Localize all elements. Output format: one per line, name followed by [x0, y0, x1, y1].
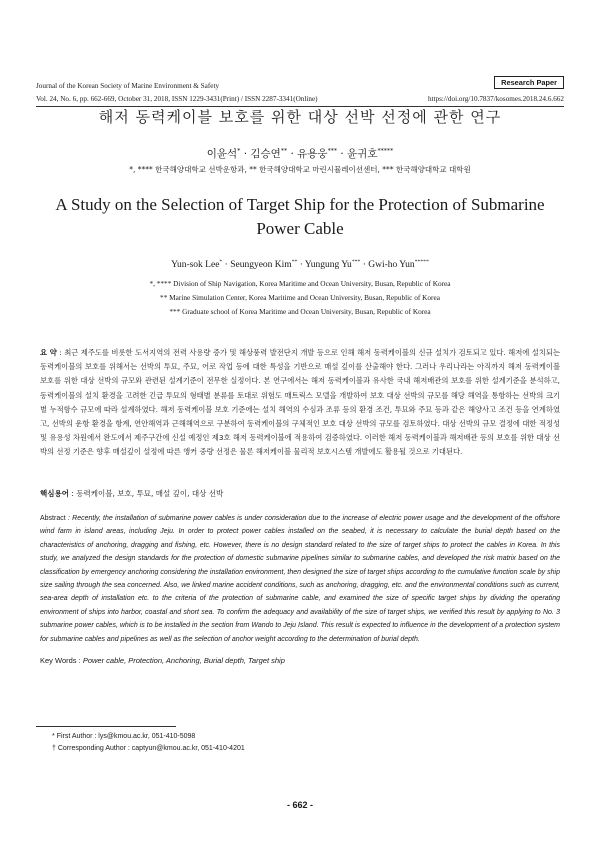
english-abstract-label: Abstract: [40, 515, 66, 522]
doi-link[interactable]: https://doi.org/10.7837/kosomes.2018.24.6.662: [427, 95, 564, 103]
korean-author-mark: *: [237, 147, 241, 155]
english-author-name: Yungung Yu: [304, 260, 352, 271]
korean-author-mark: **: [280, 147, 288, 155]
english-author-name: Seungyeon Kim: [230, 260, 292, 271]
corresponding-author-contact: Corresponding Author : captyun@kmou.ac.kr, 051-410-4201: [57, 745, 245, 752]
korean-title: 해저 동력케이블 보호를 위한 대상 선박 선정에 관한 연구: [98, 108, 502, 126]
english-authors: Yun-sok Lee* · Seungyeon Kim** · Yungung Yu*** · Gwi-ho Yun*****: [171, 259, 429, 271]
english-affiliation-2: ** Marine Simulation Center, Korea Maritime and Ocean University, Busan, Republic of Korea: [160, 293, 440, 302]
english-abstract-text: Recently, the installation of submarine power cables is under consideration due to the increase of electric power usage and the development of the offshore wind farm in island areas, including Jeju. In order to protect power cables installed on the seabed, it is necessary to calculate the burial depth based on the characteristics of anchoring, dragging and fishing, etc. However, there is no design standard related to the size of target ships to protect the cables in Korea. In this study, we analyzed the design standards for the protection of domestic submarine pipelines similar to submarine cables, and developed the risk matrix based on the classification by emergency anchoring considering the installation environment, then designed the size of target ships according to the cumulative function scale by ship size sailing through the sea concerned. Also, we linked marine accident conditions, such as anchoring, dragging, etc. and the environmental conditions such as current, sea-area depth of installation etc. to the criteria of the protection of submarine cable, and examined the size of specific target ships by dividing the operating environment of ships into harbor, coastal and short sea. To confirm the adequacy and availability of the size of target ships, we verified this result by applying to No. 3 submarine power cables, which is to be installed in the section from Wando to Jeju Island. This result is expected to influence in the development of a protection system for submarine cables and pipelines as well as the selection of anchor weight according to the determination of burial depth.: [40, 515, 560, 643]
english-keywords: Key Words : Power cable, Protection, Anchoring, Burial depth, Target ship: [40, 656, 285, 665]
korean-author-name: 김승연: [250, 148, 281, 160]
volume-line: Vol. 24, No. 6, pp. 662-669, October 31, 2018, ISSN 1229-3431(Print) / ISSN 2287-3341(Online): [36, 95, 318, 103]
english-author-mark: **: [291, 259, 298, 265]
english-author-name: Yun-sok Lee: [171, 260, 220, 271]
korean-author-mark: ***: [327, 147, 338, 155]
korean-author-mark: *****: [377, 147, 394, 155]
english-affiliation-3: *** Graduate school of Korea Maritime and Ocean University, Busan, Republic of Korea: [169, 307, 431, 316]
english-title: A Study on the Selection of Target Ship for the Protection of Submarine Power Cable: [55, 195, 545, 238]
article-type-badge: Research Paper: [494, 76, 564, 89]
first-author-contact: First Author : lys@kmou.ac.kr, 051-410-5098: [56, 733, 196, 740]
english-author-mark: *: [219, 259, 223, 265]
journal-name: Journal of the Korean Society of Marine Environment & Safety: [36, 82, 220, 90]
english-abstract: Abstract : Recently, the installation of submarine power cables is under consideration due to the increase of electric power usage and the development of the offshore wind farm in island areas, including Jeju. In order to protect power cables installed on the seabed, it is necessary to calculate the burial depth based on the characteristics of anchoring, dragging and fishing, etc. However, there is no design standard related to the size of target ships to protect the cables in Korea. In this study, we analyzed the design standards for the protection of domestic submarine pipelines similar to submarine cables, and developed the risk matrix based on the classification by emergency anchoring considering the installation environment, then designed the size of target ships according to the cumulative function scale by ship size sailing through the sea concerned. Also, we linked marine accident conditions, such as anchoring, dragging, etc. and the environmental conditions such as current, sea-area depth of installation etc. to the criteria of the protection of submarine cable, and examined the size of specific target ships by dividing the operating environment of ships into harbor, coastal and short sea. To confirm the adequacy and availability of the size of target ships, we verified this result by applying to No. 3 submarine power cables, which is to be installed in the section from Wando to Jeju Island. This result is expected to influence in the development of a protection system for submarine cables and pipelines as well as the selection of anchor weight according to the determination of burial depth.: [40, 515, 560, 643]
korean-abstract-label: 요 약: [40, 348, 57, 357]
footnote-corresponding-author: [52, 745, 245, 752]
korean-keywords-text: 동력케이블, 보호, 투묘, 매설 깊이, 대상 선박: [76, 489, 224, 498]
asterisk-icon: *: [52, 733, 55, 740]
korean-keywords: 핵심용어 : 동력케이블, 보호, 투묘, 매설 깊이, 대상 선박: [40, 489, 224, 498]
english-author-name: Gwi-ho Yun: [368, 260, 415, 271]
dagger-icon: †: [52, 745, 56, 752]
english-author-mark: ***: [351, 259, 361, 265]
page-number: - 662 -: [286, 800, 313, 810]
korean-keywords-label: 핵심용어: [40, 489, 69, 498]
english-keywords-label: Key Words: [40, 656, 77, 665]
korean-author-name: 이윤석: [206, 148, 238, 160]
english-keywords-text: Power cable, Protection, Anchoring, Burial depth, Target ship: [82, 656, 285, 665]
korean-affiliations: *, **** 한국해양대학교 선박운항과, ** 한국해양대학교 마린시뮬레이션센터, *** 한국해양대학교 대학원: [129, 165, 471, 174]
english-author-mark: *****: [414, 259, 429, 265]
footnote-first-author: [52, 733, 195, 740]
english-affiliation-1: *, **** Division of Ship Navigation, Korea Maritime and Ocean University, Busan, Republic of Korea: [149, 279, 451, 288]
korean-abstract-text: 최근 제주도를 비롯한 도서지역의 전력 사용량 증가 및 해상풍력 발전단지 개발 등으로 인해 해저 동력케이블의 신규 설치가 검토되고 있다. 해저에 설치되는 동력케이블의 보호를 위해서는 선박의 투묘, 주묘, 어로 작업 등에 대한 특성을 기반으로 매설 깊이를 산출해야 한다. 그러나 우리나라는 아직까지 해저 동력케이블 보호를 위한 대상 선박의 규모와 관련된 설계기준이 전무한 실정이다. 본 연구에서는 해저 동력케이블과 유사한 국내 해저배관의 보호를 위한 설계기준을 분석하고, 동력케이블의 설치 환경을 고려한 긴급 투묘의 형태별 분류를 토대로 위험도 매트릭스 모델을 개발하여 보호 대상 선박의 규모를 해당 해역을 통항하는 선박의 크기별 누적함수 규모에 따라 설계하였다. 해저 동력케이블 보호 기준에는 설치 해역의 수심과 조류 등의 환경 조건, 투묘와 주묘 등과 같은 해양사고 조건 등을 연계하였고, 선박의 운항 환경을 항계, 연안해역과 근해해역으로 구분하여 동력케이블의 구체적인 보호 대상 선박의 규모를 검토하였다. 대상 선박의 규모 결정에 대한 적정성 및 유용성 차원에서 완도에서 제주구간에 신설 예정인 제3호 해저 동력케이블에 적용하여 검증하였다. 이러한 해저 동력케이블과 해저배관 등의 보호를 위한 대상 선박의 선정 기준은 향후 매설깊이 설정에 따른 앵커 중량 선정은 물론 해저케이블 물리적 보호시스템 개발에도 활용될 것으로 기대된다.: [40, 348, 561, 457]
footnote-rule: [36, 726, 176, 727]
korean-abstract: 요 약 : 최근 제주도를 비롯한 도서지역의 전력 사용량 증가 및 해상풍력 발전단지 개발 등으로 인해 해저 동력케이블의 신규 설치가 검토되고 있다. 해저에 설치되는 동력케이블의 보호를 위해서는 선박의 투묘, 주묘, 어로 작업 등에 대한 특성을 기반으로 매설 깊이를 산출해야 한다. 그러나 우리나라는 아직까지 해저 동력케이블 보호를 위한 대상 선박의 규모와 관련된 설계기준이 전무한 실정이다. 본 연구에서는 해저 동력케이블과 유사한 국내 해저배관의 보호를 위한 설계기준을 분석하고, 동력케이블의 설치 환경을 고려한 긴급 투묘의 형태별 분류를 토대로 위험도 매트릭스 모델을 개발하여 보호 대상 선박의 규모를 해당 해역을 통항하는 선박의 크기별 누적함수 규모에 따라 설계하였다. 해저 동력케이블 보호 기준에는 설치 해역의 수심과 조류 등의 환경 조건, 투묘와 주묘 등과 같은 해양사고 조건 등을 연계하였고, 선박의 운항 환경을 항계, 연안해역과 근해해역으로 구분하여 동력케이블의 구체적인 보호 대상 선박의 규모를 검토하였다. 대상 선박의 규모 결정에 대한 적정성 및 유용성 차원에서 완도에서 제주구간에 신설 예정인 제3호 해저 동력케이블에 적용하여 검증하였다. 이러한 해저 동력케이블과 해저배관 등의 보호를 위한 대상 선박의 선정 기준은 향후 매설깊이 설정에 따른 앵커 중량 선정은 물론 해저케이블 물리적 보호시스템 개발에도 활용될 것으로 기대된다.: [40, 348, 561, 457]
korean-author-name: 윤귀호: [347, 148, 378, 160]
korean-authors: 이윤석* · 김승연** · 유용웅*** · 윤귀호*****: [206, 147, 394, 160]
korean-author-name: 유용웅: [297, 148, 328, 160]
